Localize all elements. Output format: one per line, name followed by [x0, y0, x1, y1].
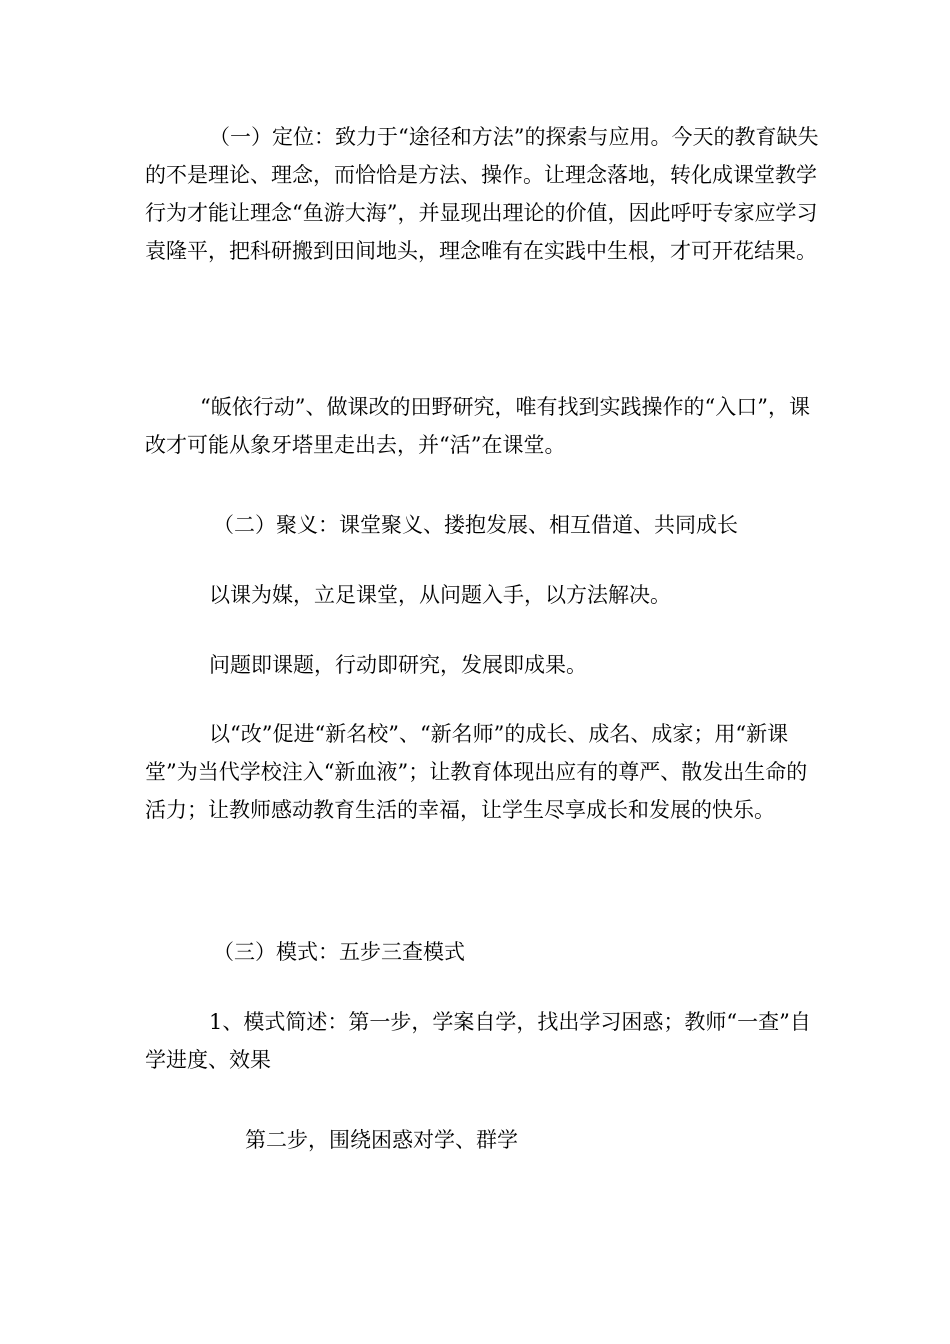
paragraph-reform-goals: 以“改”促进“新名校”、“新名师”的成长、成名、成家；用“新课堂”为当代学校注入“新血液”；让教育体现出应有的尊严、散发出生命的活力；让教师感动教育生活的幸福，让学生尽享成长和发展的快乐。	[145, 722, 808, 822]
paragraph-gathering-heading: （二）聚义：课堂聚义、搂抱发展、相互借道、共同成长	[213, 513, 738, 537]
paragraph-step-two: 第二步，围绕困惑对学、群学	[245, 1128, 518, 1152]
paragraph-action: “皈依行动”、做课改的田野研究，唯有找到实践操作的“入口”，课改才可能从象牙塔里走出去，并“活”在课堂。	[145, 395, 810, 457]
paragraph-mode-summary: 1、模式简述：第一步，学案自学，找出学习困惑；教师“一查”自学进度、效果	[145, 1010, 811, 1072]
paragraph-mode-heading: （三）模式：五步三查模式	[213, 940, 465, 964]
paragraph-course-medium: 以课为媒，立足课堂，从问题入手，以方法解决。	[209, 583, 671, 607]
paragraph-problem-topic: 问题即课题，行动即研究，发展即成果。	[209, 653, 587, 677]
paragraph-positioning: （一）定位：致力于“途径和方法”的探索与应用。今天的教育缺失的不是理论、理念，而恰恰是方法、操作。让理念落地，转化成课堂教学行为才能让理念“鱼游大海”，并显现出理论的价值，因此呼吁专家应学习袁隆平，把科研搬到田间地头，理念唯有在实践中生根，才可开花结果。	[145, 125, 819, 263]
